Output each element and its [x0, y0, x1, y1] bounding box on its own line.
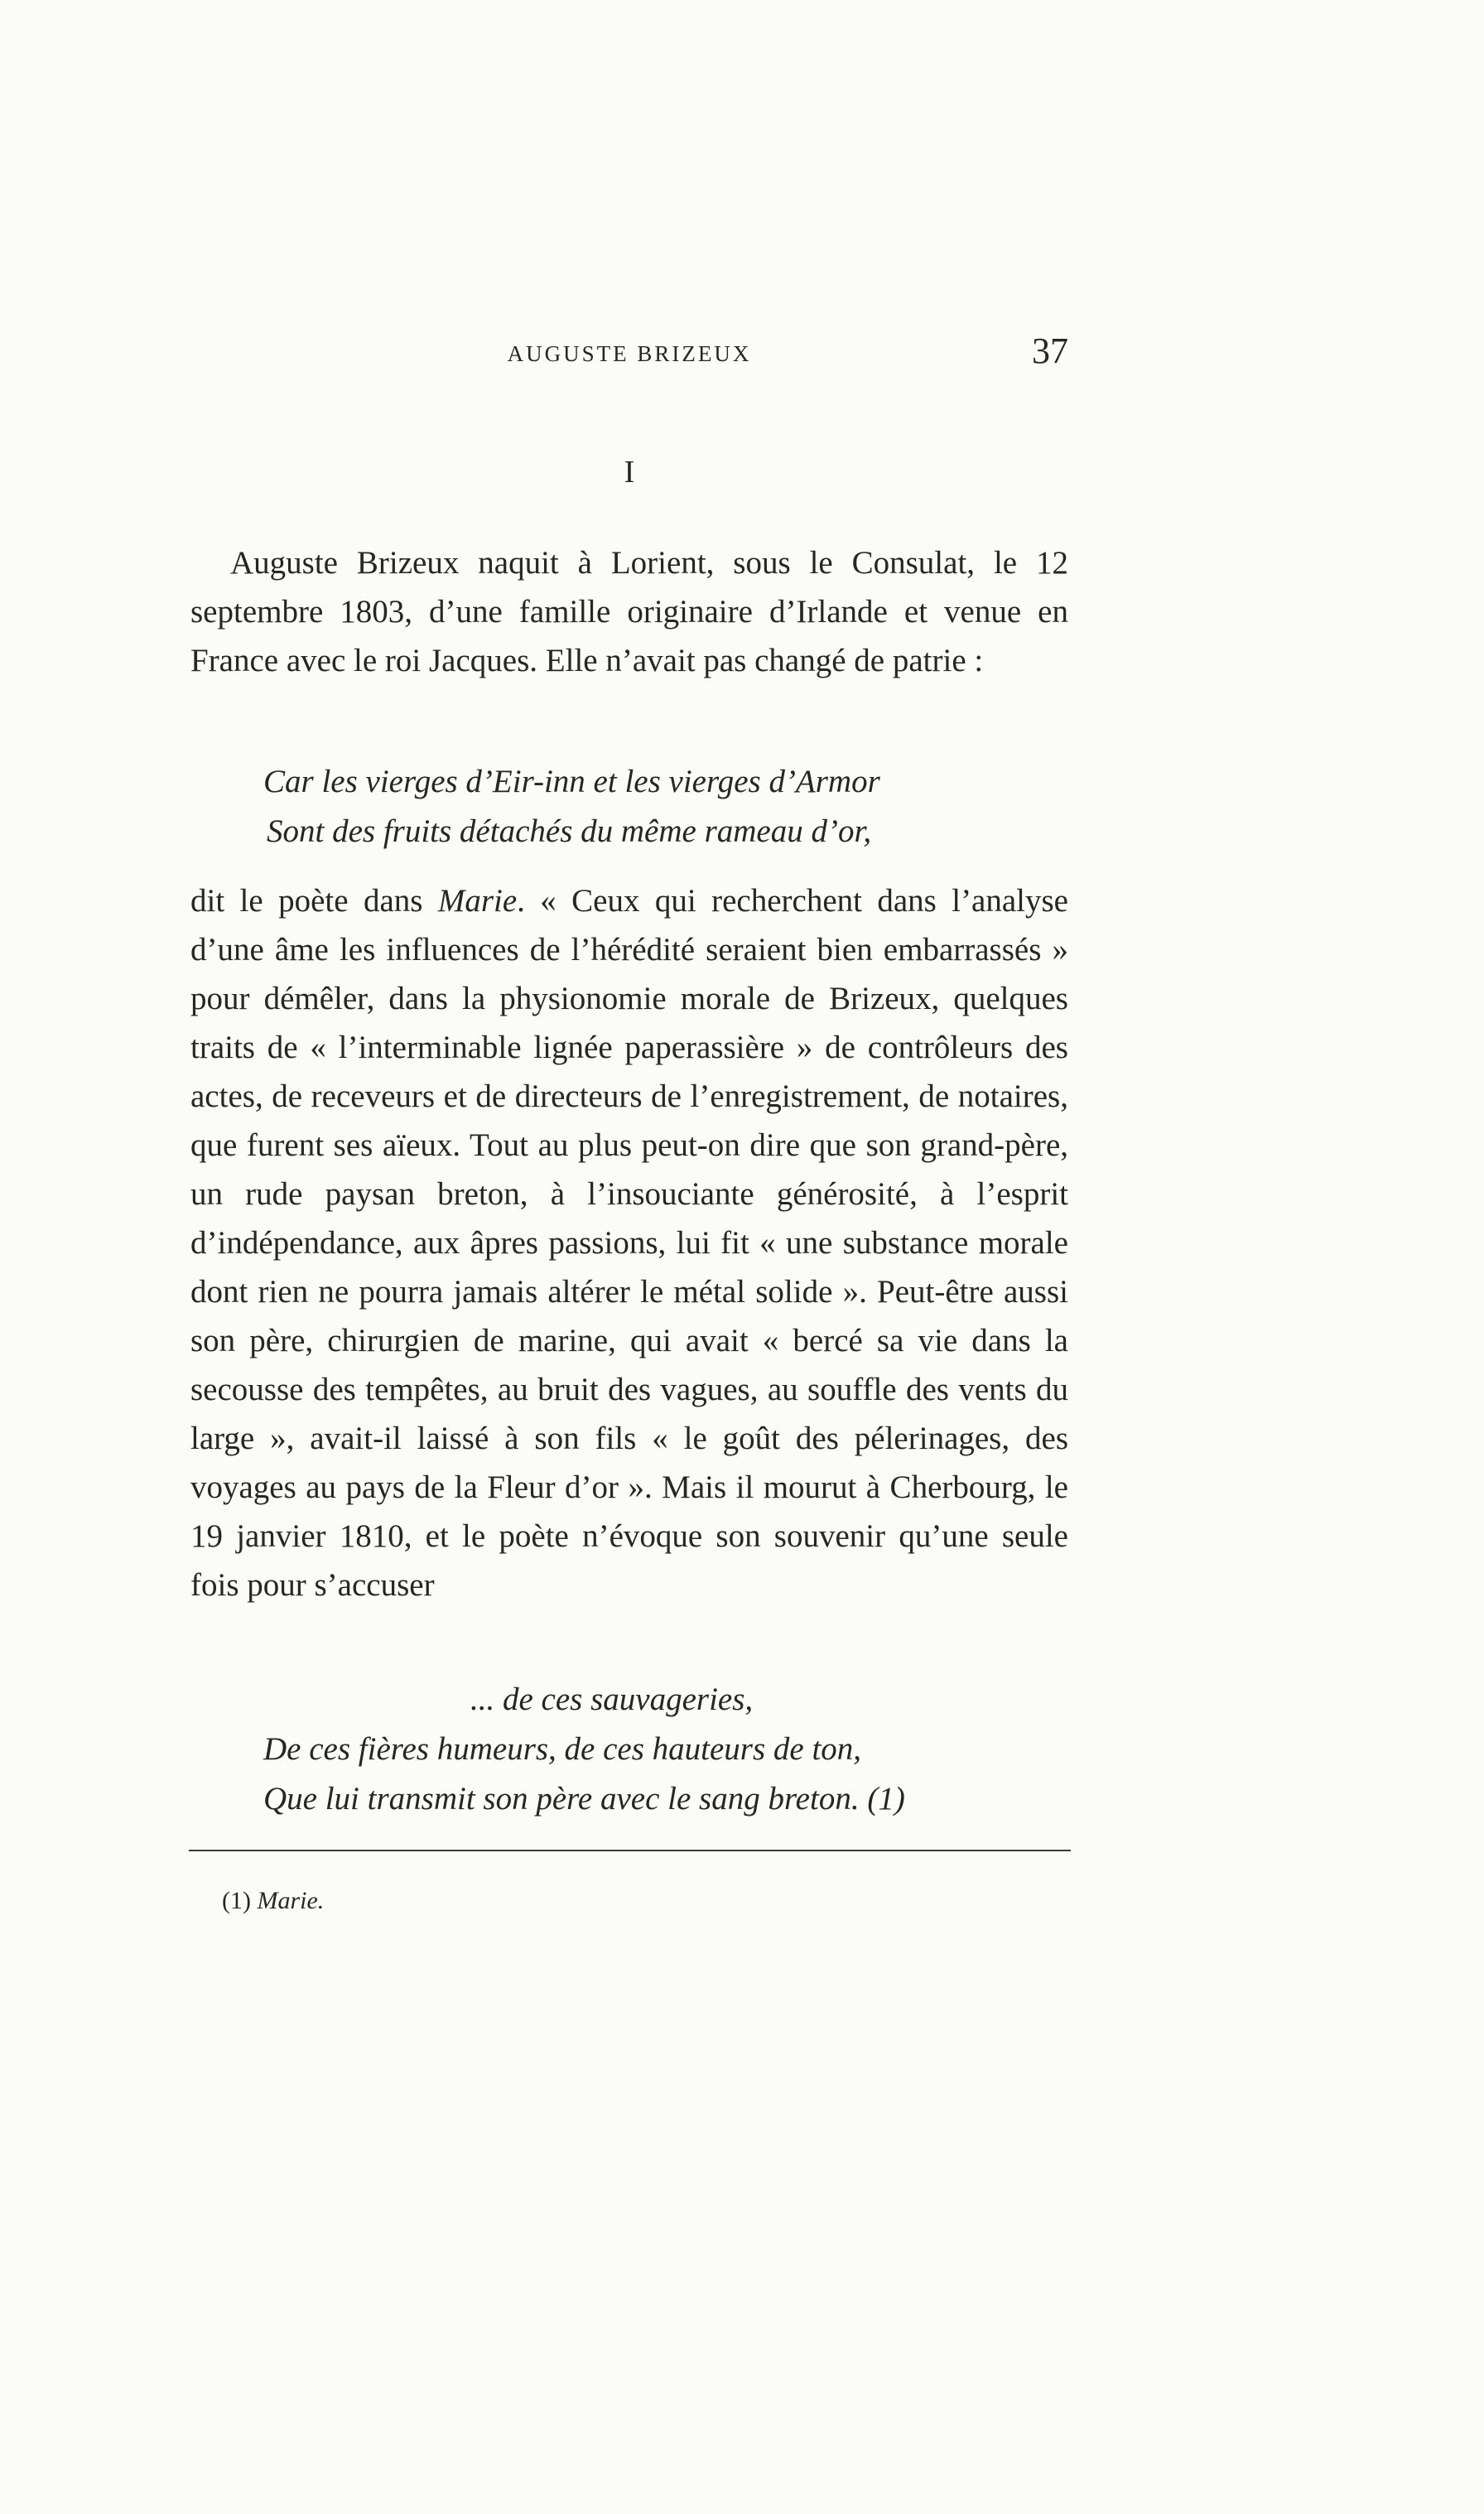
paragraph-opening: Auguste Brizeux naquit à Lorient, sous le Consulat, le 12 septembre 1803, d’une famille originaire d’Irlande et venue en France avec le roi Jacques. Elle n’avait pas changé de patrie : — [190, 545, 1068, 678]
verse-line: Car les vierges d’Eir-inn et les vierges d’Armor — [263, 764, 880, 799]
footnote — [222, 1887, 324, 1915]
verse-quote-1 — [263, 757, 880, 856]
verse-line: Sont des fruits détachés du même rameau d’or, — [267, 813, 872, 849]
page-header — [190, 330, 1068, 379]
paragraph-text-start: dit le poète dans — [190, 883, 438, 919]
paragraph-text-rest: . « Ceux qui recherchent dans l’analyse d’une âme les influences de l’hérédité seraient bien embarrassés » pour démêler, dans la physionomie morale de Brizeux, quelques traits de « l’interminable lignée paperassière » de contrôleurs des actes, de receveurs et de directeurs de l’enregistrement, de notaires, que furent ses aïeux. Tout au plus peut-on dire que son grand-père, un rude paysan breton, à l’insouciante générosité, à l’esprit d’indépendance, aux âpres passions, lui fit « une substance morale dont rien ne pourra jamais altérer le métal solide ». Peut-être aussi son père, chirurgien de marine, qui avait « bercé sa vie dans la secousse des tempêtes, au bruit des vagues, au souffle des vents du large », avait-il laissé à son fils « le goût des pélerinages, des voyages au pays de la Fleur d’or ». Mais il mourut à Cherbourg, le 19 janvier 1810, et le poète n’évoque son souvenir qu’une seule fois pour s’accuser — [190, 883, 1068, 1603]
footnote-text: Marie. — [257, 1887, 325, 1914]
verse-line: De ces fières humeurs, de ces hauteurs de ton, — [263, 1731, 862, 1767]
footnote-divider — [189, 1850, 1071, 1851]
running-title: AUGUSTE BRIZEUX — [507, 341, 752, 366]
footnote-marker: (1) — [222, 1887, 251, 1914]
work-title-marie: Marie — [437, 883, 518, 919]
verse-line: Que lui transmit son père avec le sang breton. (1) — [263, 1781, 905, 1817]
section-number: I — [624, 455, 635, 490]
verse-line: ... de ces sauvageries, — [470, 1682, 754, 1717]
verse-quote-2 — [263, 1675, 905, 1824]
page-number: 37 — [1032, 331, 1068, 371]
paragraph-main — [190, 876, 1068, 1609]
